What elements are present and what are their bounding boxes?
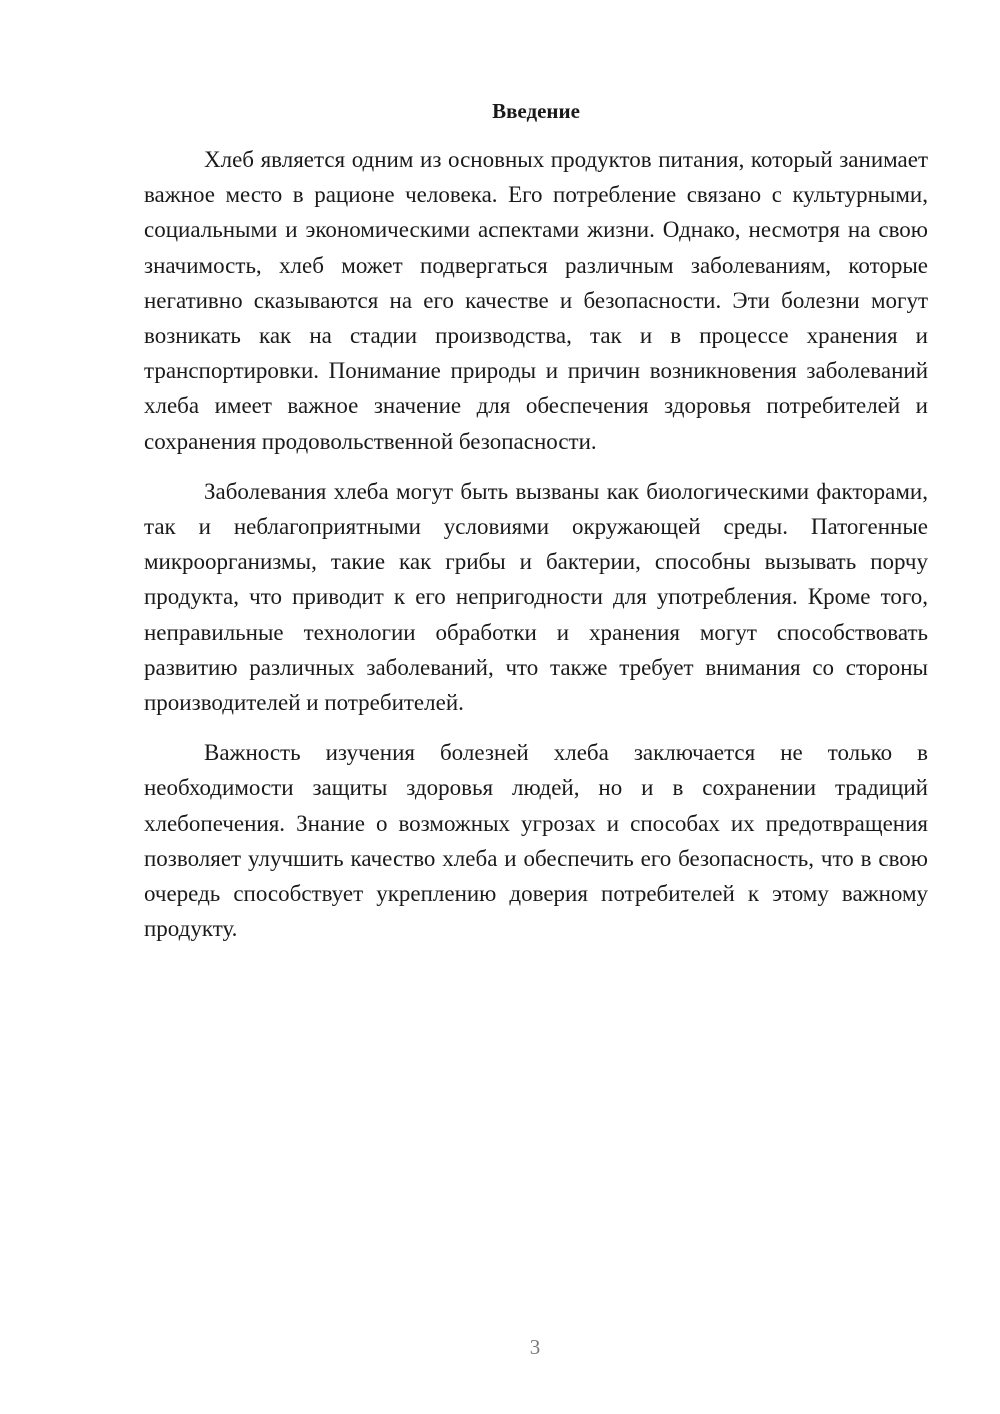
paragraph-1: Хлеб является одним из основных продуктов питания, который занимает важное место в рационе человека. Его потребление связано с культурными, социальными и экономическими аспектами жизни. Однако, несмотря на свою значимость, хлеб может подвергаться различным заболеваниям, которые негативно сказываются на его качестве и безопасности. Эти болезни могут возникать как на стадии производства, так и в процессе хранения и транспортировки. Понимание природы и причин возникновения заболеваний хлеба имеет важное значение для обеспечения здоровья потребителей и сохранения продовольственной безопасности.	[144, 147, 928, 454]
page-title: Введение	[492, 99, 580, 123]
body-text	[144, 142, 928, 961]
paragraph-2: Заболевания хлеба могут быть вызваны как биологическими факторами, так и неблагоприятными условиями окружающей среды. Патогенные микроорганизмы, такие как грибы и бактерии, способны вызывать порчу продукта, что приводит к его непригодности для употребления. Кроме того, неправильные технологии обработки и хранения могут способствовать развитию различных заболеваний, что также требует внимания со стороны производителей и потребителей.	[144, 478, 928, 716]
page-number: 3	[529, 1335, 541, 1359]
paragraph-3: Важность изучения болезней хлеба заключается не только в необходимости защиты здоровья людей, но и в сохранении традиций хлебопечения. Знание о возможных угрозах и способах их предотвращения позволяет улучшить качество хлеба и обеспечить его безопасность, что в свою очередь способствует укреплению доверия потребителей к этому важному продукту.	[144, 740, 928, 942]
